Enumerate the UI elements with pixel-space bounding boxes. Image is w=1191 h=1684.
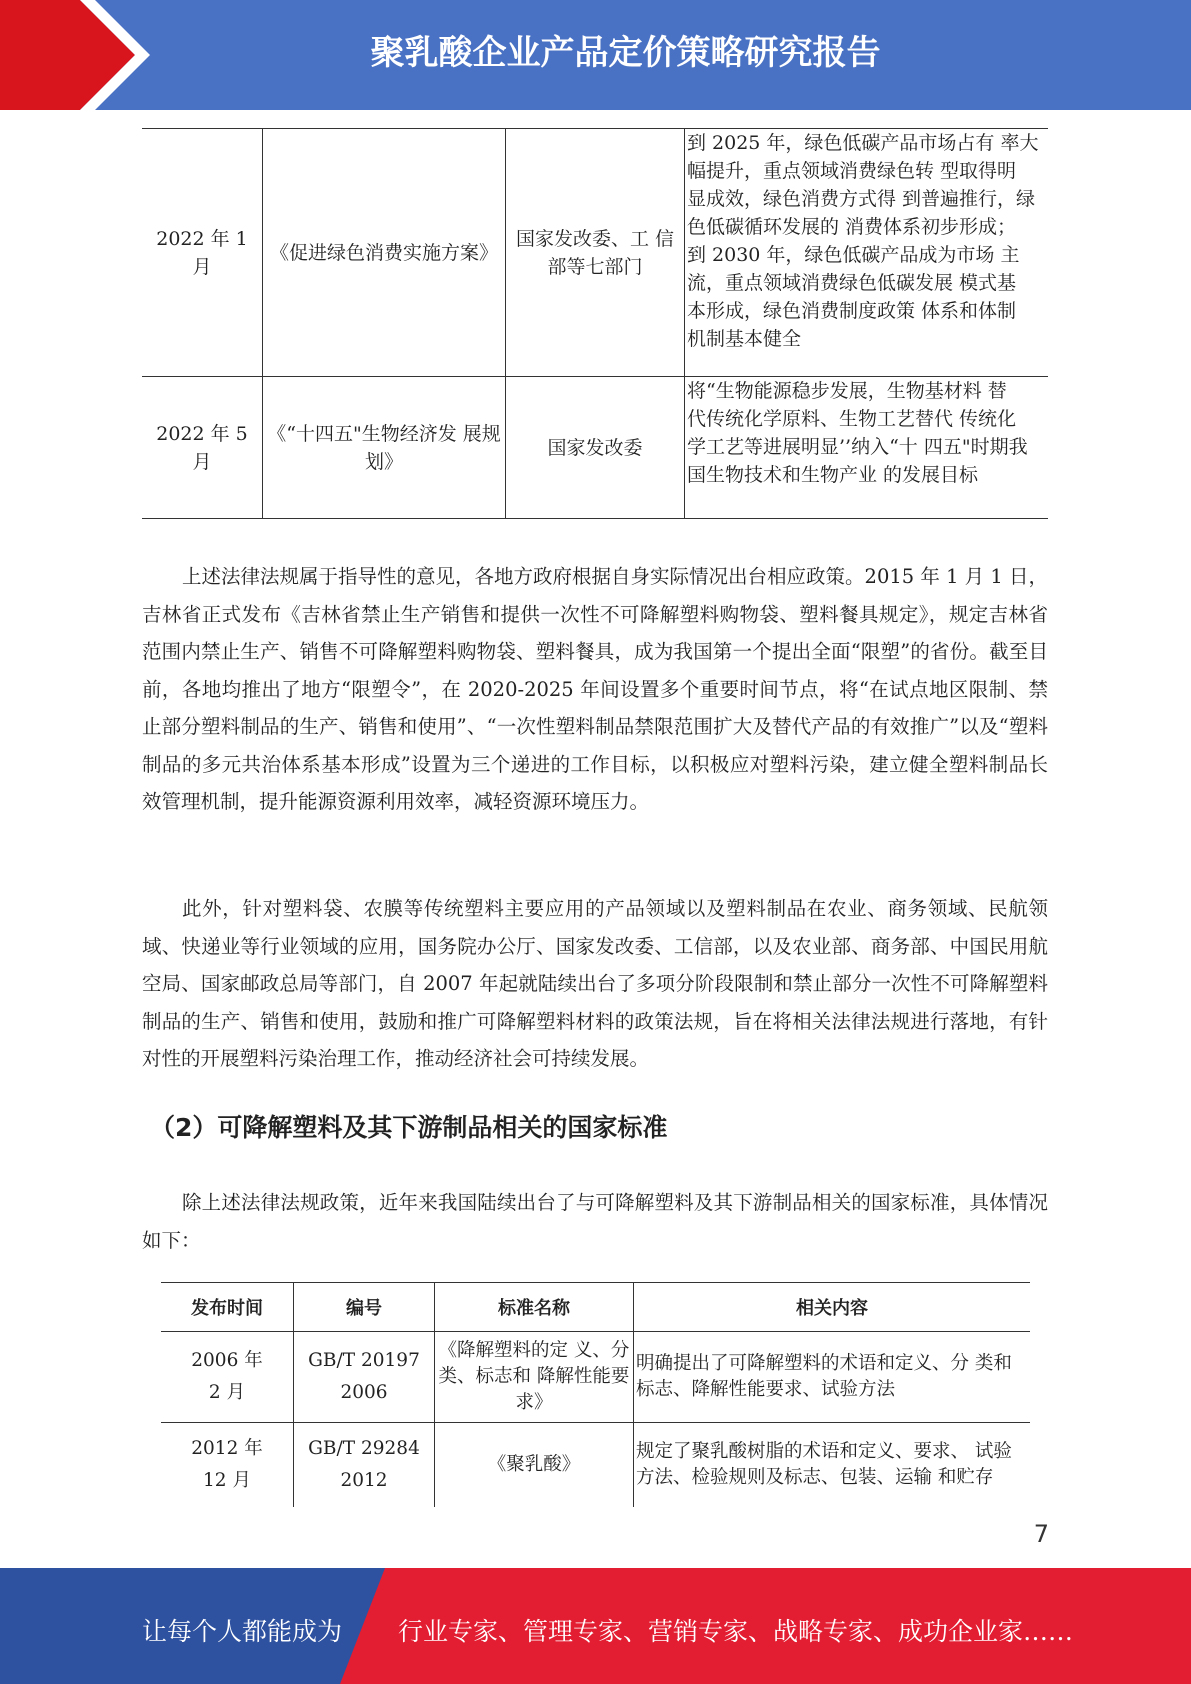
footer-slogan-right: 行业专家、管理专家、营销专家、战略专家、成功企业家…… <box>398 1617 1074 1646</box>
policy-table <box>142 128 1048 519</box>
date-line: 2022 年 1 <box>156 227 248 250</box>
standard-content-cell: 明确提出了可降解塑料的术语和定义、分 类和标志、降解性能要求、试验方法 <box>634 1332 1031 1423</box>
code-line: GB/T 20197 <box>308 1350 420 1371</box>
content-line: 机制基本健全 <box>687 328 802 350</box>
code-line: 2006 <box>340 1382 388 1403</box>
table-row <box>161 1423 1030 1507</box>
standard-code-cell <box>294 1332 435 1423</box>
policy-content-cell <box>685 377 1049 519</box>
policy-date-cell <box>142 129 263 377</box>
policy-issuer-cell: 国家发改委 <box>506 377 685 519</box>
standards-table <box>161 1282 1030 1507</box>
standard-content-cell: 规定了聚乳酸树脂的术语和定义、要求、 试验方法、检验规则及标志、包装、运输 和贮存 <box>634 1423 1031 1507</box>
content-line: 幅提升，重点领域消费绿色转 型取得明 <box>687 160 1017 182</box>
standard-name-cell: 《聚乳酸》 <box>435 1423 634 1507</box>
paragraph-local-policies: 上述法律法规属于指导性的意见，各地方政府根据自身实际情况出台相应政策。2015 年 1 月 1 日，吉林省正式发布《吉林省禁止生产销售和提供一次性不可降解塑料购物袋、塑料餐具规定》，规定吉林省范围内禁止生产、销售不可降解塑料购物袋、塑料餐具，成为我国第一个提出全面“限塑”的省份。截至目前，各地均推出了地方“限塑令”，在 2020-2025 年间设置多个重要时间节点，将“在试点地区限制、禁止部分塑料制品的生产、销售和使用”、“一次性塑料制品禁限范围扩大及替代产品的有效推广”以及“塑料制品的多元共治体系基本形成”设置为三个递进的工作目标，以积极应对塑料污染，建立健全塑料制品长效管理机制，提升能源资源利用效率，减轻资源环境压力。 <box>142 565 1048 813</box>
standard-name-cell: 《降解塑料的定 义、分类、标志和 降解性能要求》 <box>435 1332 634 1423</box>
content-line: 到 2030 年，绿色低碳产品成为市场 主 <box>687 244 1020 266</box>
page-number: 7 <box>1033 1520 1049 1548</box>
date-line: 12 月 <box>203 1469 251 1491</box>
date-line: 月 <box>192 255 212 278</box>
code-line: 2012 <box>340 1469 388 1491</box>
report-title: 聚乳酸企业产品定价策略研究报告 <box>370 33 881 73</box>
date-line: 2006 年 <box>191 1350 263 1371</box>
policy-title-cell: 《促进绿色消费实施方案》 <box>263 129 506 377</box>
content-line: 流，重点领域消费绿色低碳发展 模式基 <box>687 272 1017 294</box>
policy-content-cell <box>685 129 1049 377</box>
section-heading: （2）可降解塑料及其下游制品相关的国家标准 <box>150 1113 668 1142</box>
header-date: 发布时间 <box>161 1283 294 1332</box>
date-line: 月 <box>192 450 212 473</box>
header-bar <box>0 0 1191 110</box>
content-line: 色低碳循环发展的 消费体系初步形成； <box>687 216 1017 238</box>
policy-title-cell: 《“十四五"生物经济发 展规划》 <box>263 377 506 519</box>
paragraph-standards-intro: 除上述法律法规政策，近年来我国陆续出台了与可降解塑料及其下游制品相关的国家标准，具体情况如下： <box>142 1191 1048 1252</box>
date-line: 2012 年 <box>191 1437 263 1459</box>
content-line: 将“生物能源稳步发展，生物基材料 替 <box>687 380 1007 402</box>
policy-issuer-cell: 国家发改委、工 信部等七部门 <box>506 129 685 377</box>
table-row <box>161 1332 1030 1423</box>
content-line: 国生物技术和生物产业 的发展目标 <box>687 464 979 486</box>
date-line: 2022 年 5 <box>156 422 248 445</box>
code-line: GB/T 29284 <box>308 1437 420 1459</box>
paragraph-national-departments: 此外，针对塑料袋、农膜等传统塑料主要应用的产品领域以及塑料制品在农业、商务领域、民航领域、快递业等行业领域的应用，国务院办公厅、国家发改委、工信部，以及农业部、商务部、中国民用航空局、国家邮政总局等部门，自 2007 年起就陆续出台了多项分阶段限制和禁止部分一次性不可降解塑料制品的生产、销售和使用，鼓励和推广可降解塑料材料的政策法规，旨在将相关法律法规进行落地，有针对性的开展塑料污染治理工作，推动经济社会可持续发展。 <box>142 897 1048 1070</box>
table-header-row <box>161 1283 1030 1332</box>
table-row <box>142 129 1048 377</box>
content-line: 代传统化学原料、生物工艺替代 传统化 <box>687 408 1017 430</box>
date-line: 2 月 <box>208 1382 246 1403</box>
footer-slogan-left: 让每个人都能成为 <box>142 1617 343 1646</box>
header-code: 编号 <box>294 1283 435 1332</box>
content-line: 到 2025 年，绿色低碳产品市场占有 率大 <box>687 132 1039 154</box>
table-row <box>142 377 1048 519</box>
content-line: 学工艺等进展明显’’纳入“十 四五"时期我 <box>687 436 1028 458</box>
standard-date-cell <box>161 1332 294 1423</box>
standard-code-cell <box>294 1423 435 1507</box>
content-line: 显成效，绿色消费方式得 到普遍推行，绿 <box>687 188 1036 210</box>
header-name: 标准名称 <box>435 1283 634 1332</box>
policy-date-cell <box>142 377 263 519</box>
header-content: 相关内容 <box>634 1283 1031 1332</box>
standard-date-cell <box>161 1423 294 1507</box>
content-line: 本形成，绿色消费制度政策 体系和体制 <box>687 300 1017 322</box>
